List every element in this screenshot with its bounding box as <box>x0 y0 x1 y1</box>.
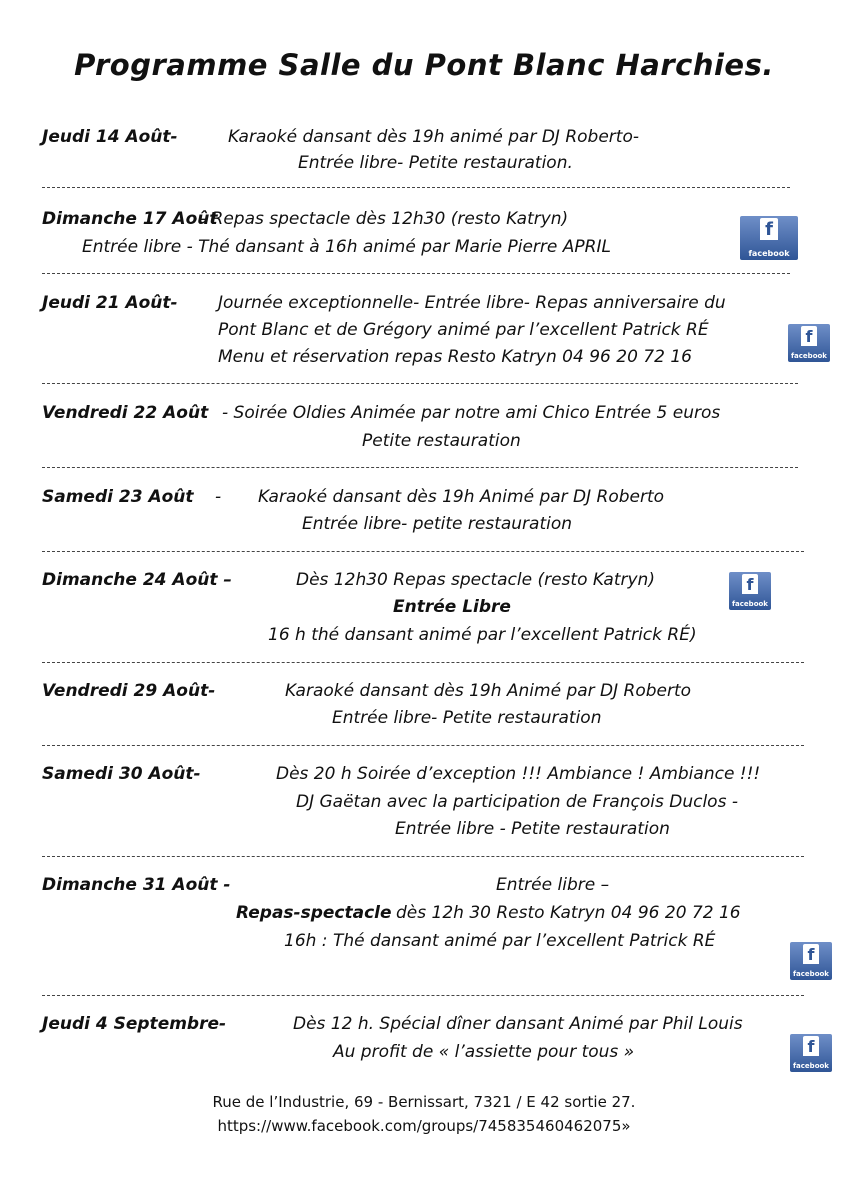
event-date: Vendredi 22 Août <box>42 403 209 423</box>
separator <box>42 986 804 996</box>
event-line: Dès 20 h Soirée d’exception !!! Ambiance ! Ambiance !!! <box>276 764 761 784</box>
event-line: Entrée libre- Petite restauration <box>332 708 602 728</box>
event-line: Menu et réservation repas Resto Katryn 04 96 20 72 16 <box>218 347 692 367</box>
separator <box>42 374 798 384</box>
facebook-icon: f facebook <box>790 1034 832 1072</box>
footer-url[interactable]: https://www.facebook.com/groups/745835460462075» <box>217 1117 631 1135</box>
facebook-icon: f facebook <box>788 324 830 362</box>
separator <box>42 736 804 746</box>
event-date: Dimanche 24 Août – <box>42 570 232 590</box>
event-date: Jeudi 21 Août- <box>42 293 178 313</box>
event-line: DJ Gaëtan avec la participation de François Duclos - <box>296 792 738 812</box>
event-line: Entrée libre- petite restauration <box>302 514 573 534</box>
event-line: Dès 12 h. Spécial dîner dansant Animé par Phil Louis <box>293 1014 743 1034</box>
event-line: - Repas spectacle dès 12h30 (resto Katryn) <box>200 209 569 229</box>
event-line: Repas-spectacle <box>236 903 392 923</box>
event-line: - <box>215 487 222 507</box>
event-line: Entrée libre- Petite restauration. <box>298 153 573 173</box>
event-line: 16h : Thé dansant animé par l’excellent Patrick RÉ <box>284 931 716 951</box>
event-date: Jeudi 4 Septembre- <box>42 1014 227 1034</box>
event-line: dès 12h 30 Resto Katryn 04 96 20 72 16 <box>396 903 741 923</box>
separator <box>42 653 804 663</box>
event-line: Entrée libre – <box>496 875 610 895</box>
event-line: Pont Blanc et de Grégory animé par l’excellent Patrick RÉ <box>218 320 709 340</box>
event-line: Karaoké dansant dès 19h animé par DJ Roberto- <box>228 127 639 147</box>
facebook-icon: f facebook <box>790 942 832 980</box>
event-line: Entrée libre - Petite restauration <box>395 819 670 839</box>
event-line: Dès 12h30 Repas spectacle (resto Katryn) <box>296 570 655 590</box>
separator <box>42 264 790 274</box>
facebook-icon: f facebook <box>729 572 771 610</box>
event-date: Samedi 23 Août <box>42 487 194 507</box>
event-line: Journée exceptionnelle- Entrée libre- Repas anniversaire du <box>218 293 726 313</box>
event-date: Samedi 30 Août- <box>42 764 201 784</box>
separator <box>42 847 804 857</box>
event-date: Vendredi 29 Août- <box>42 681 216 701</box>
event-line: Entrée Libre <box>393 597 511 617</box>
event-line: Karaoké dansant dès 19h Animé par DJ Roberto <box>258 487 665 507</box>
separator <box>42 178 790 188</box>
event-date: Dimanche 31 Août - <box>42 875 231 895</box>
event-date: Jeudi 14 Août- <box>42 127 178 147</box>
event-line: Karaoké dansant dès 19h Animé par DJ Roberto <box>285 681 692 701</box>
footer-address: Rue de l’Industrie, 69 - Bernissart, 7321 / E 42 sortie 27. <box>212 1093 636 1111</box>
event-line: Au profit de « l’assiette pour tous » <box>333 1042 635 1062</box>
event-date: Dimanche 17 Août <box>42 209 218 229</box>
page-title: Programme Salle du Pont Blanc Harchies. <box>74 48 774 82</box>
event-line: Entrée libre - Thé dansant à 16h animé par Marie Pierre APRIL <box>82 237 611 257</box>
event-line: Petite restauration <box>362 431 521 451</box>
event-line: - Soirée Oldies Animée par notre ami Chico Entrée 5 euros <box>222 403 721 423</box>
separator <box>42 458 798 468</box>
facebook-icon: f facebook <box>740 216 798 260</box>
event-line: 16 h thé dansant animé par l’excellent Patrick RÉ) <box>268 625 697 645</box>
separator <box>42 542 804 552</box>
